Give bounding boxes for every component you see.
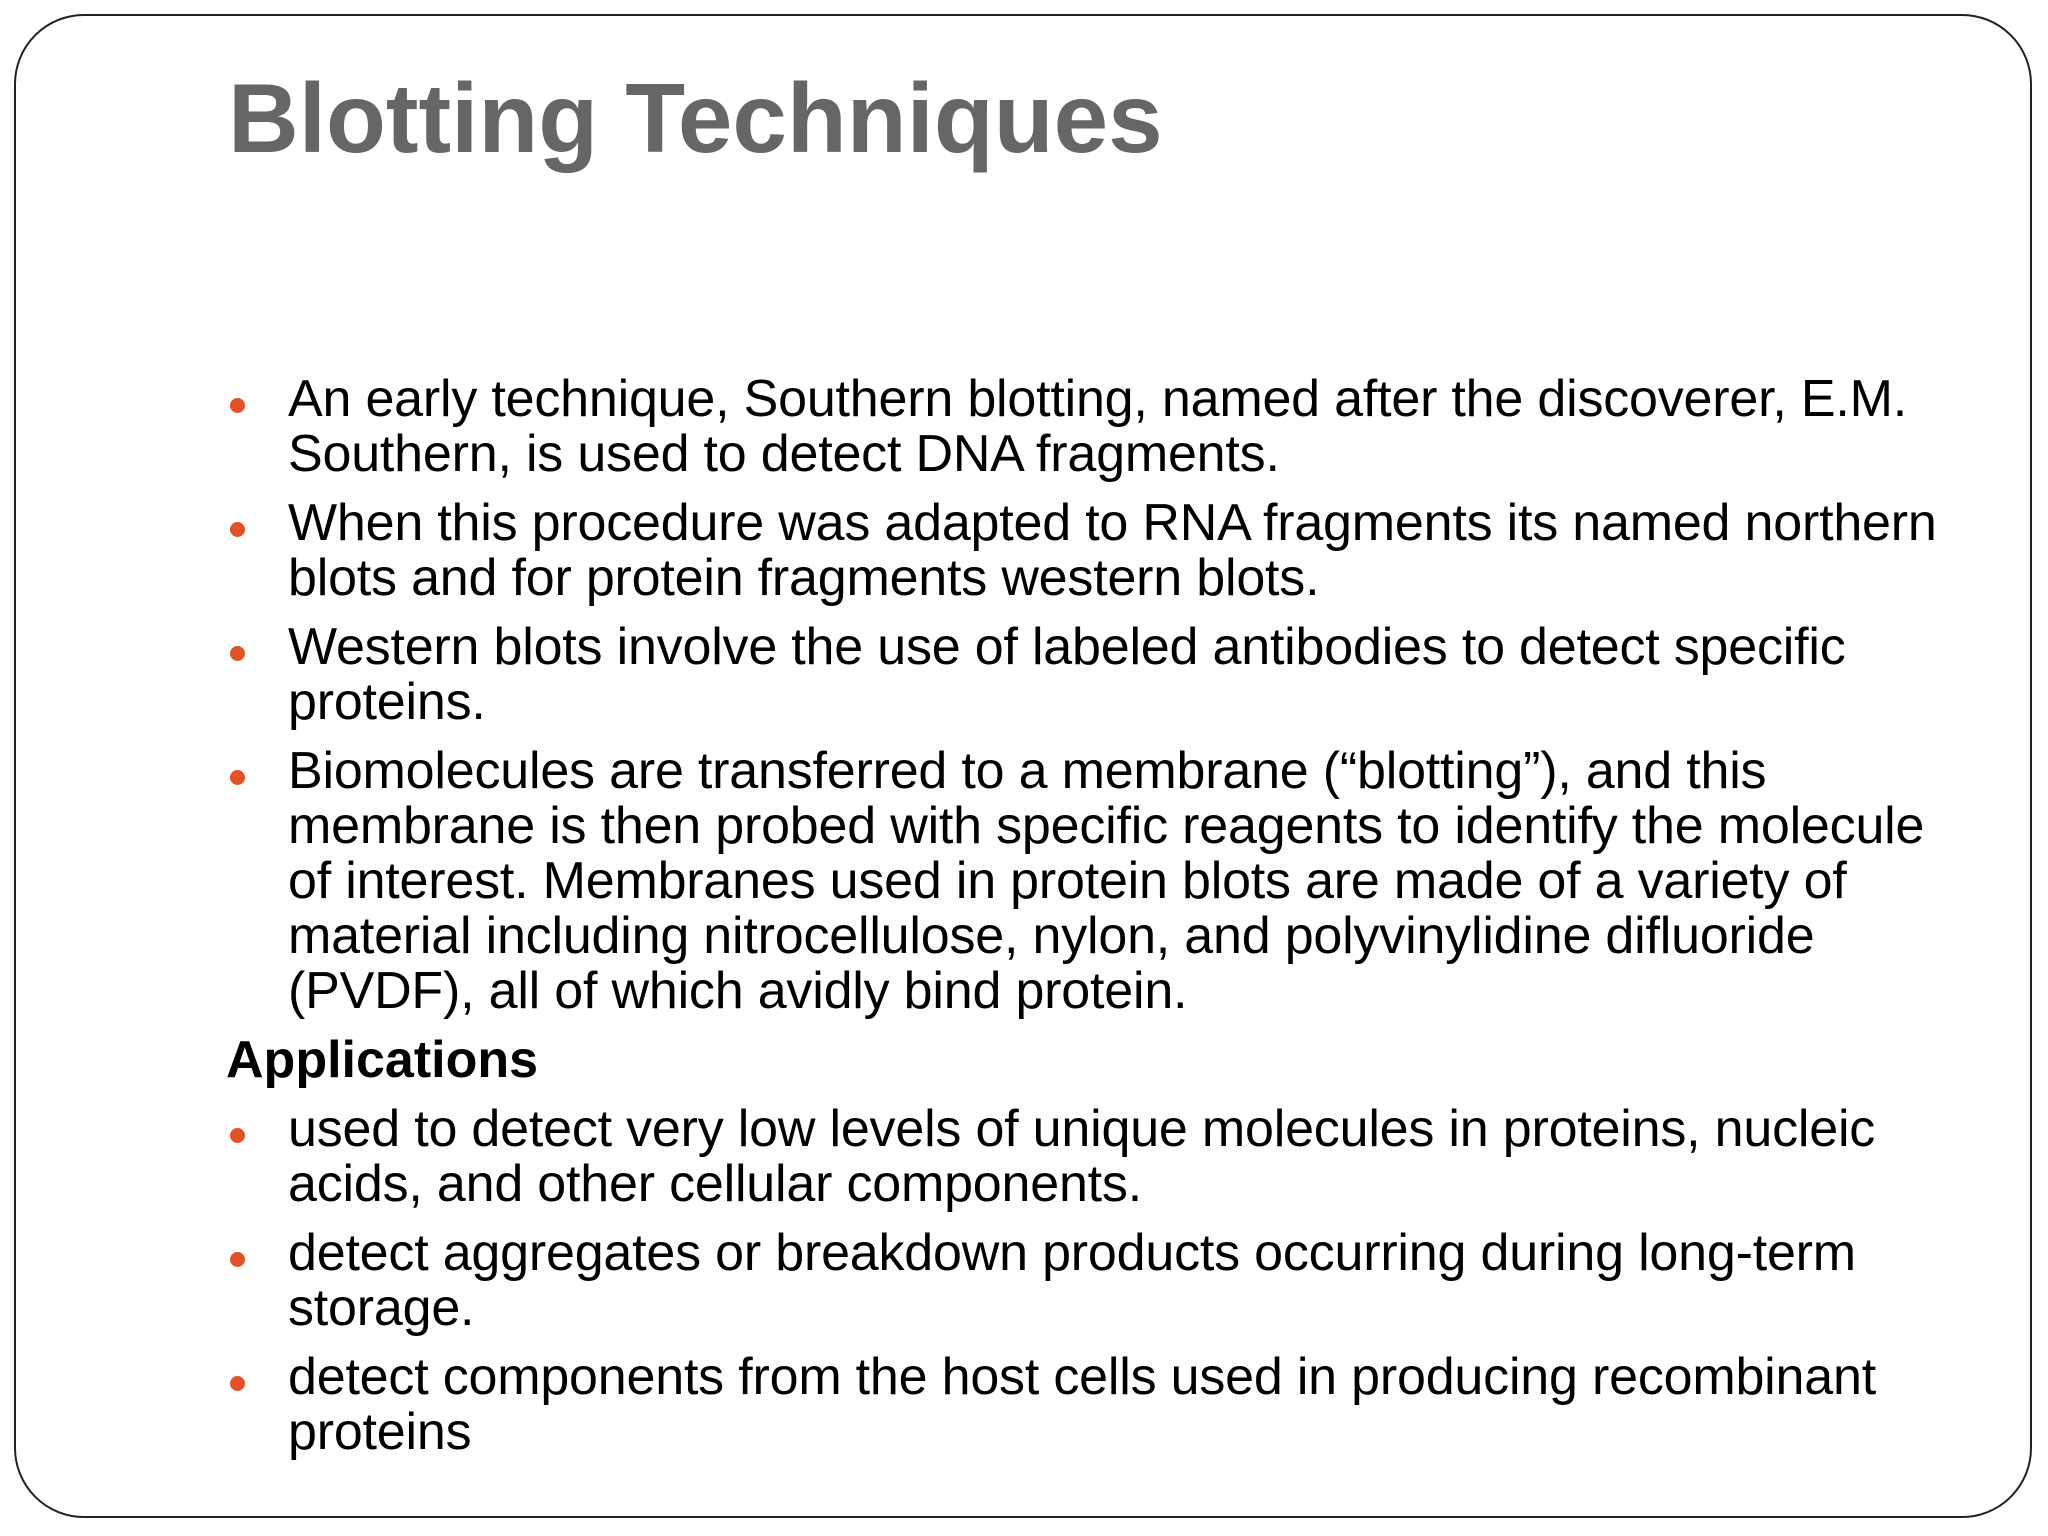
slide-title: Blotting Techniques	[228, 63, 1163, 173]
slide-content	[226, 372, 1946, 1474]
bullet-dot-icon	[230, 522, 245, 537]
list-item	[226, 496, 1946, 606]
bullet-text: Biomolecules are transferred to a membrane (“blotting”), and this membrane is then probed with specific reagents to identify the molecule of interest. Membranes used in protein blots are made of a variety of material including nitrocellulose, nylon, and polyvinylidine difluoride (PVDF), all of which avidly bind protein.	[288, 742, 1925, 1020]
bullet-list	[226, 372, 1946, 1019]
application-text: detect aggregates or breakdown products occurring during long-term storage.	[288, 1224, 1856, 1337]
list-item	[226, 744, 1946, 1019]
application-text: used to detect very low levels of unique molecules in proteins, nucleic acids, and other cellular components.	[288, 1100, 1876, 1213]
list-item	[226, 1226, 1946, 1336]
bullet-dot-icon	[230, 398, 245, 413]
application-text: detect components from the host cells used in producing recombinant proteins	[288, 1348, 1876, 1461]
bullet-dot-icon	[230, 646, 245, 661]
bullet-dot-icon	[230, 770, 245, 785]
bullet-text: An early technique, Southern blotting, named after the discoverer, E.M. Southern, is used to detect DNA fragments.	[288, 370, 1907, 483]
applications-heading: Applications	[226, 1031, 539, 1089]
list-item	[226, 1350, 1946, 1460]
bullet-dot-icon	[230, 1252, 245, 1267]
list-item	[226, 372, 1946, 482]
bullet-dot-icon	[230, 1376, 245, 1391]
bullet-text: Western blots involve the use of labeled antibodies to detect specific proteins.	[288, 618, 1846, 731]
list-item	[226, 620, 1946, 730]
list-item	[226, 1102, 1946, 1212]
bullet-text: When this procedure was adapted to RNA fragments its named northern blots and for protein fragments western blots.	[288, 494, 1937, 607]
applications-list	[226, 1102, 1946, 1460]
bullet-dot-icon	[230, 1128, 245, 1143]
